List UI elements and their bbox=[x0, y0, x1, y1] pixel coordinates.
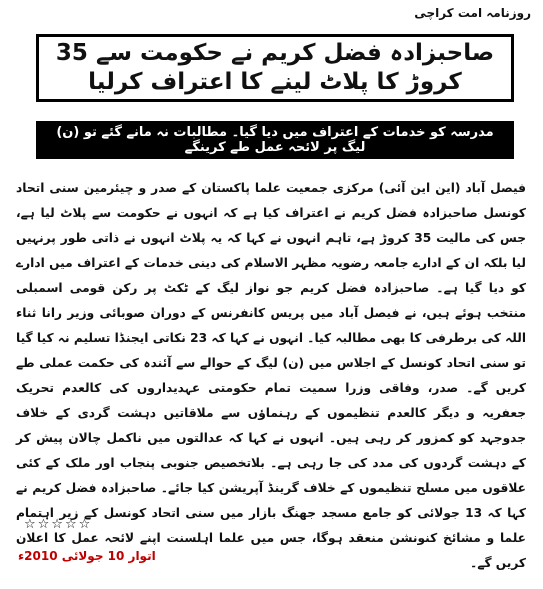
headline: صاحبزادہ فضل کریم نے حکومت سے 35 کروڑ کا پلاٹ لینے کا اعتراف کرلیا bbox=[55, 40, 495, 95]
article-paragraph: فیصل آباد (این این آئی) مرکزی جمعیت علما پاکستان کے صدر و چیئرمین سنی اتحاد کونسل صاحبزادہ فضل کریم نے اعتراف کیا ہے کہ انہوں نے حکومت سے پلاٹ لیا ہے، جس کی مالیت 35 کروڑ ہے، تاہم انہوں نے کہا کہ یہ پلاٹ انہوں نے ذاتی طور پرنہیں لیا بلکہ ان کے ادارے جامعہ رضویہ مظہر الاسلام کی دینی خدمات کے اعتراف میں ادارے کو دیا گیا ہے۔ صاحبزادہ فضل کریم جو نواز لیگ کے ٹکٹ پر رکن قومی اسمبلی منتخب ہوئے ہیں، نے فیصل آباد میں پریس کانفرنس کے دوران صوبائی وزیر رانا ثناء اللہ کی برطرفی کا بھی مطالبہ کیا۔ انہوں نے کہا کہ 23 نکاتی ایجنڈا تسلیم نہ کیا گیا تو سنی اتحاد کونسل کے اجلاس میں (ن) لیگ کے حوالے سے آئندہ کی حکمت عملی طے کریں گے۔ صدر، وفاقی وزرا سمیت تمام حکومتی عہدیداروں کی کالعدم تحریک جعفریہ و دیگر کالعدم تنظیموں کے رہنماؤں سے ملاقاتیں دہشت گردی کے خلاف جدوجہد کو کمزور کر رہی ہیں۔ انہوں نے کہا کہ عدالتوں میں ناکمل چالان پیش کر کے دہشت گردوں کی مدد کی جا رہی ہے۔ بلاتخصیص جنوبی پنجاب اور ملک کے کئی علاقوں میں مسلح تنظیموں کے خلاف گرینڈ آپریشن کیا جائے۔ صاحبزادہ فضل کریم نے کہا کہ 13 جولائی کو جامع مسجد جھنگ بازار میں سنی اتحاد کونسل کے زیر اہتمام علما و مشائخ کنونشن منعقد ہوگا، جس میں علما اہلسنت اپنے لائحہ عمل کا اعلان کریں گے۔ bbox=[16, 181, 527, 570]
newspaper-masthead: روزنامہ امت کراچی bbox=[414, 6, 531, 20]
publication-date: اتوار 10 جولائی 2010ء bbox=[18, 549, 156, 563]
star-divider: ☆☆☆☆☆ bbox=[24, 517, 93, 532]
article-body bbox=[16, 176, 526, 576]
headline-box bbox=[36, 34, 514, 102]
subheadline: مدرسہ کو خدمات کے اعتراف میں دیا گیا۔ مطالبات نہ مانے گئے تو (ن) لیگ پر لائحہ عمل طے کرینگے bbox=[56, 125, 494, 155]
subheadline-bar bbox=[36, 121, 514, 159]
